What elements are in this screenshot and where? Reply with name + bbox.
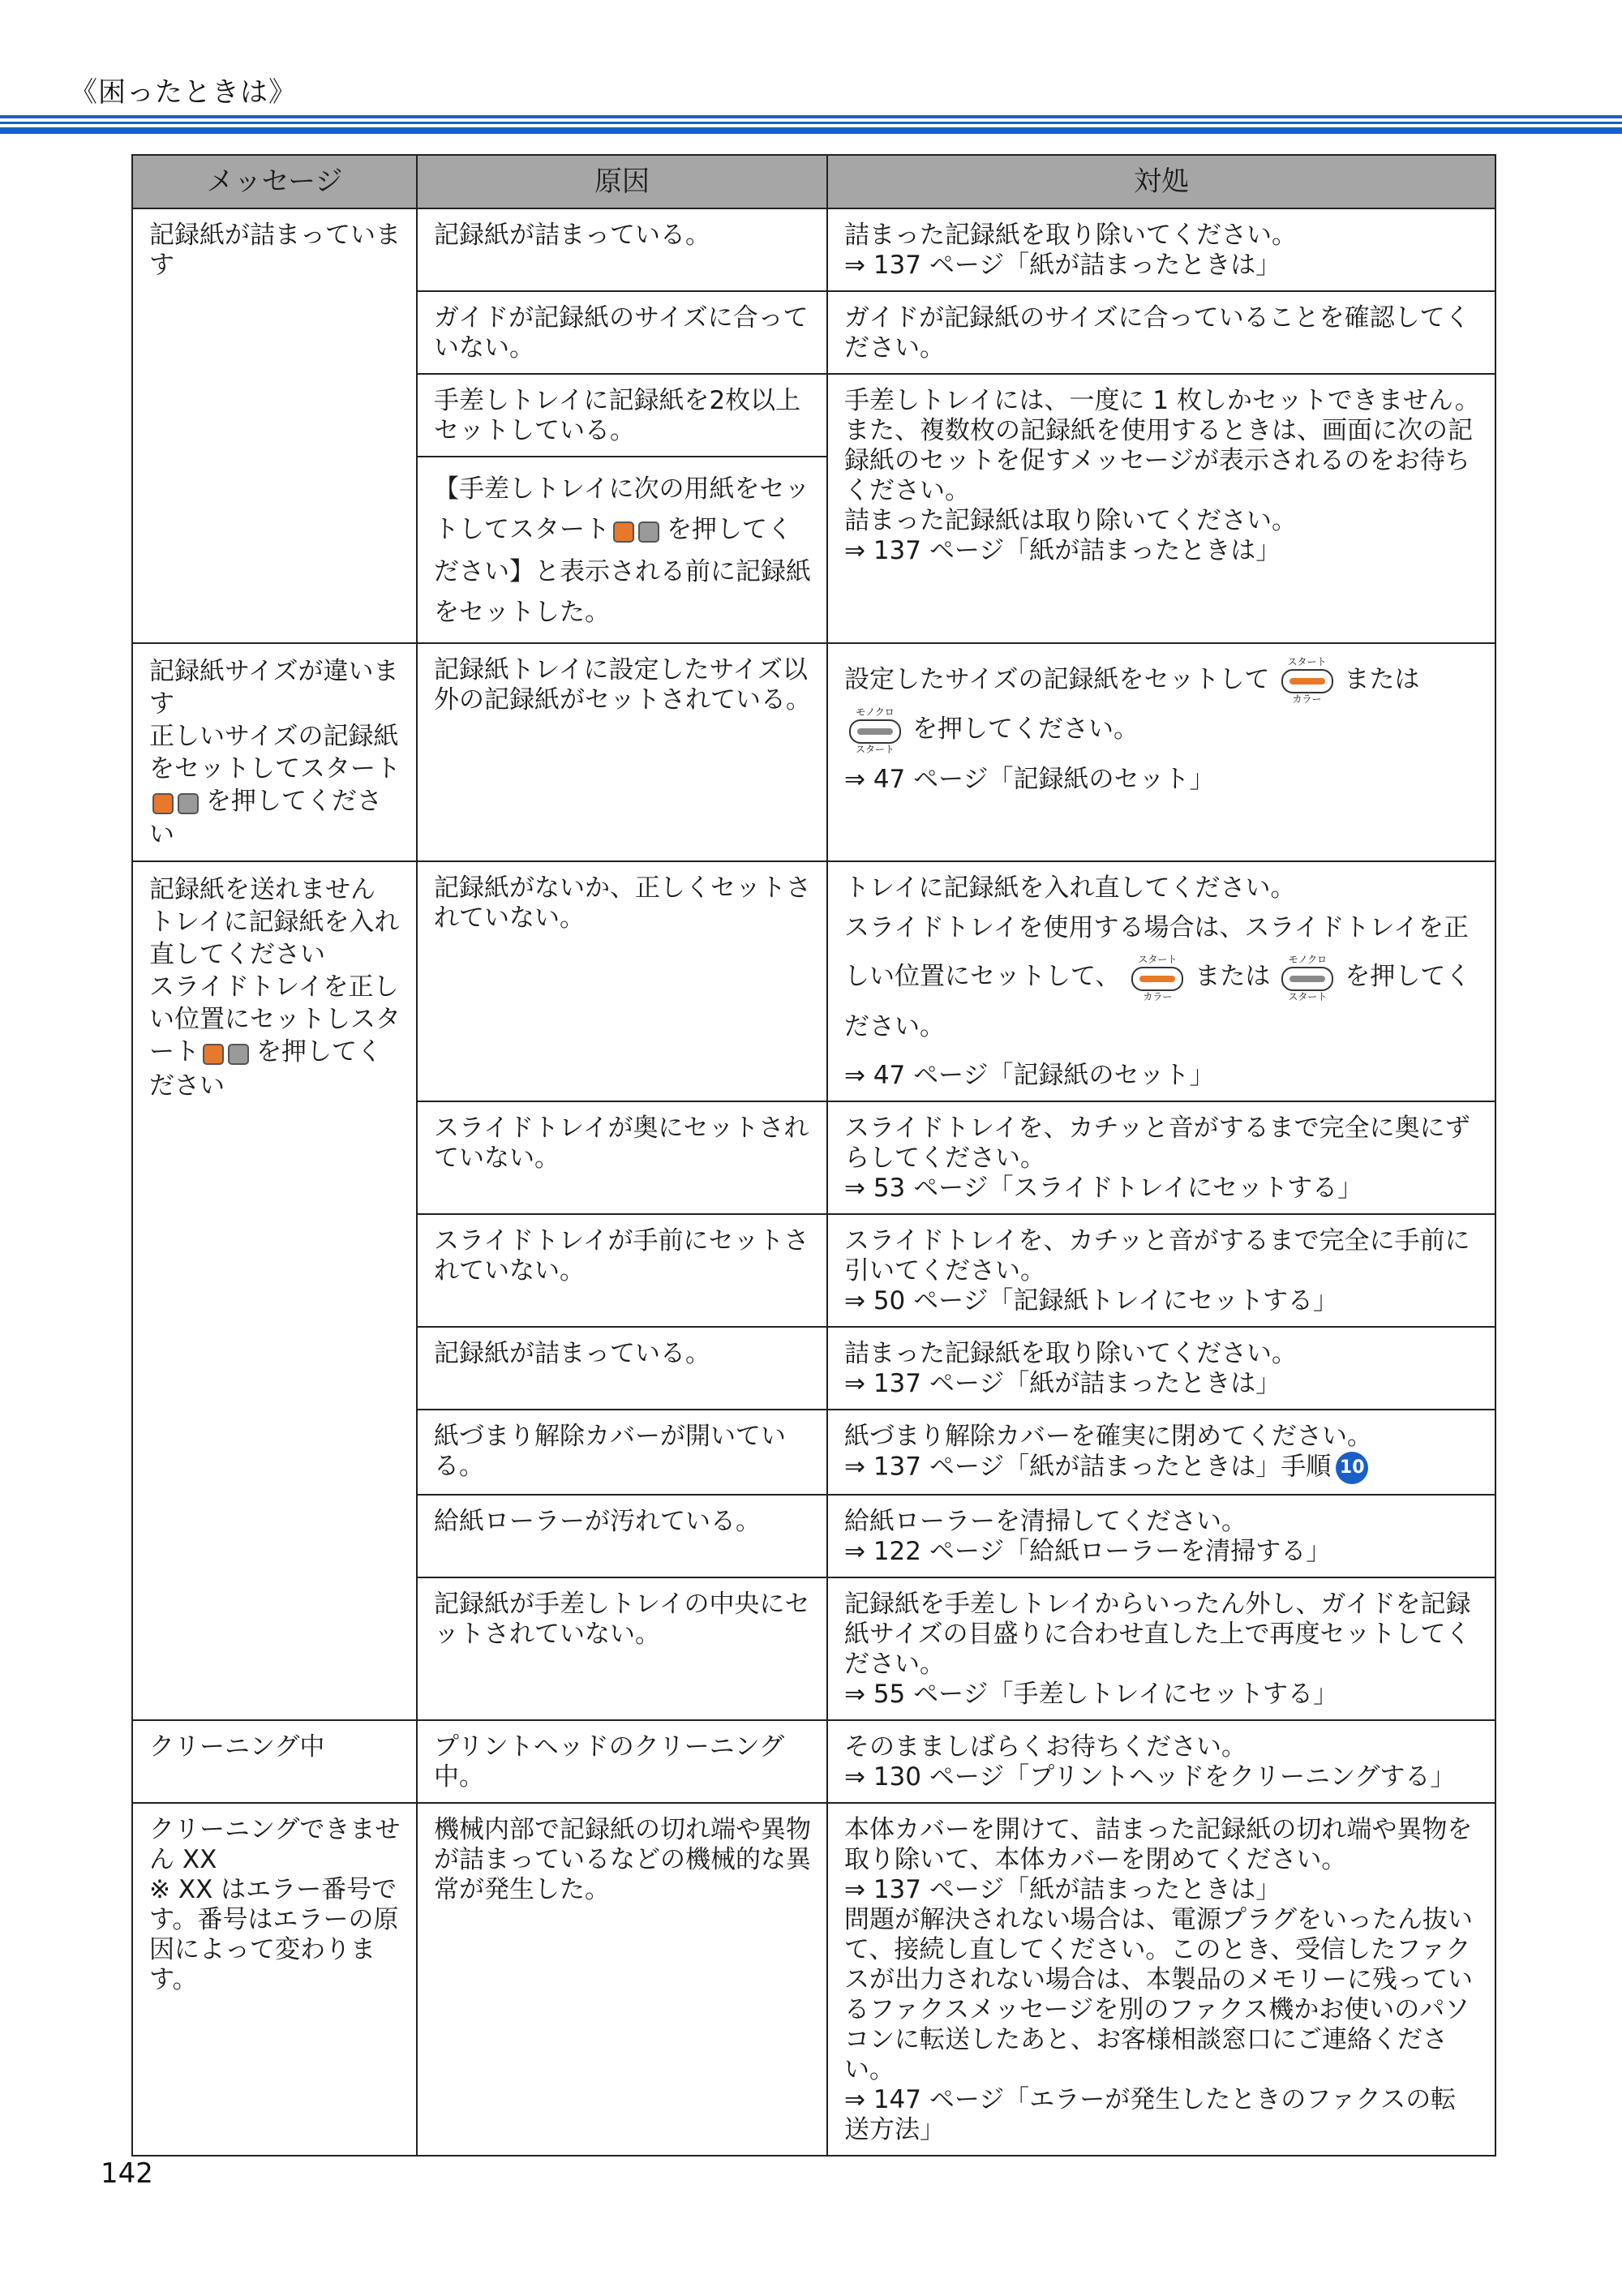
cause-cell: 【手差しトレイに次の用紙をセットしてスタート を押してください】と表示される前に記録紙をセットした。 — [417, 457, 827, 643]
orange-start-square-icon — [203, 1044, 224, 1065]
message-cell: クリーニング中 — [132, 1720, 417, 1803]
cause-cell: 記録紙が詰まっている。 — [417, 1327, 827, 1410]
page-reference: ⇒ 137 ページ「紙が詰まったときは」 — [844, 1874, 1281, 1904]
table-row — [132, 1720, 1495, 1803]
start-button-pair — [613, 511, 663, 551]
remedy-cell: 詰まった記録紙を取り除いてください。 ⇒ 137 ページ「紙が詰まったときは」 — [827, 208, 1495, 291]
message-cell: 記録紙が詰まっています — [132, 208, 417, 643]
cause-cell: スライドトレイが奥にセットされていない。 — [417, 1101, 827, 1214]
page-reference: ⇒ 137 ページ「紙が詰まったときは」手順 — [844, 1452, 1332, 1481]
cause-cell: 紙づまり解除カバーが開いている。 — [417, 1410, 827, 1495]
page-reference: ⇒ 137 ページ「紙が詰まったときは」 — [844, 251, 1281, 280]
page-reference: ⇒ 53 ページ「スライドトレイにセットする」 — [844, 1173, 1363, 1203]
step-number-badge: 10 — [1336, 1452, 1368, 1484]
remedy-cell: 設定したサイズの記録紙をセットして スタート カラー または モノクロ スタート を押してください。 ⇒ 47 ページ「記録紙のセット」 — [827, 643, 1495, 862]
cause-cell: 記録紙トレイに設定したサイズ以外の記録紙がセットされている。 — [417, 643, 827, 862]
page-reference: ⇒ 47 ページ「記録紙のセット」 — [844, 1060, 1215, 1090]
column-header-message: メッセージ — [132, 155, 417, 208]
start-button-pair — [152, 786, 203, 818]
table-row — [132, 208, 1495, 291]
page-reference: ⇒ 47 ページ「記録紙のセット」 — [844, 764, 1215, 794]
message-cell: 記録紙を送れません トレイに記録紙を入れ直してください スライドトレイを正しい位置にセットしスタート を押してください — [132, 861, 417, 1720]
page-reference: ⇒ 130 ページ「プリントヘッドをクリーニングする」 — [844, 1762, 1456, 1792]
page-reference: ⇒ 137 ページ「紙が詰まったときは」 — [844, 536, 1281, 565]
grey-start-square-icon — [228, 1044, 249, 1065]
cause-cell: 機械内部で記録紙の切れ端や異物が詰まっているなどの機械的な異常が発生した。 — [417, 1803, 827, 2156]
grey-start-square-icon — [178, 793, 199, 814]
remedy-cell: ガイドが記録紙のサイズに合っていることを確認してください。 — [827, 291, 1495, 374]
cause-cell: 記録紙がないか、正しくセットされていない。 — [417, 861, 827, 1101]
cause-cell: スライドトレイが手前にセットされていない。 — [417, 1214, 827, 1327]
message-cell: 記録紙サイズが違います 正しいサイズの記録紙をセットしてスタートを押してください — [132, 643, 417, 862]
grey-start-square-icon — [638, 521, 659, 543]
mono-start-button-icon: モノクロ スタート — [844, 706, 906, 755]
table-row — [132, 643, 1495, 862]
color-start-button-icon: スタート カラー — [1277, 656, 1338, 705]
error-message-table — [131, 154, 1496, 2157]
remedy-cell: 手差しトレイには、一度に 1 枚しかセットできません。また、複数枚の記録紙を使用するときは、画面に次の記録紙のセットを促すメッセージが表示されるのをお待ちください。 詰まった記録紙は取り除いてください。 ⇒ 137 ページ「紙が詰まったときは」 — [827, 374, 1495, 643]
page-header-title: 《困ったときは》 — [70, 76, 297, 109]
remedy-cell: 給紙ローラーを清掃してください。 ⇒ 122 ページ「給紙ローラーを清掃する」 — [827, 1495, 1495, 1577]
color-start-button-icon: スタート カラー — [1126, 954, 1188, 1002]
header-rule — [0, 122, 1622, 124]
page-reference: ⇒ 137 ページ「紙が詰まったときは」 — [844, 1368, 1281, 1398]
page-reference: ⇒ 50 ページ「記録紙トレイにセットする」 — [844, 1285, 1339, 1315]
column-header-remedy: 対処 — [827, 155, 1495, 208]
table-header-row — [132, 155, 1495, 208]
header-rule — [0, 127, 1622, 134]
remedy-cell: 紙づまり解除カバーを確実に閉めてください。 ⇒ 137 ページ「紙が詰まったときは」手順 10 — [827, 1410, 1495, 1495]
cause-cell: 手差しトレイに記録紙を2枚以上セットしている。 — [417, 374, 827, 457]
table-row — [132, 861, 1495, 1101]
page-reference: ⇒ 147 ページ「エラーが発生したときのファクスの転送方法」 — [844, 2084, 1457, 2144]
remedy-cell: 記録紙を手差しトレイからいったん外し、ガイドを記録紙サイズの目盛りに合わせ直した上で再度セットしてください。 ⇒ 55 ページ「手差しトレイにセットする」 — [827, 1577, 1495, 1720]
mono-start-button-icon: モノクロ スタート — [1277, 954, 1338, 1002]
header-rule — [0, 115, 1622, 118]
remedy-cell: 本体カバーを開けて、詰まった記録紙の切れ端や異物を取り除いて、本体カバーを閉めてください。 ⇒ 137 ページ「紙が詰まったときは」 問題が解決されない場合は、電源プラグをいったん抜いて、接続し直してください。このとき、受信したファクスが出力されない場合は、本製品のメモリーに残っているファクスメッセージを別のファクス機かお使いのパソコンに転送したあと、お客様相談窓口にご連絡ください。 ⇒ 147 ページ「エラーが発生したときのファクスの転送方法」 — [827, 1803, 1495, 2156]
remedy-cell: スライドトレイを、カチッと音がするまで完全に手前に引いてください。 ⇒ 50 ページ「記録紙トレイにセットする」 — [827, 1214, 1495, 1327]
cause-cell: プリントヘッドのクリーニング中。 — [417, 1720, 827, 1803]
page-reference: ⇒ 55 ページ「手差しトレイにセットする」 — [844, 1679, 1339, 1709]
orange-start-square-icon — [613, 521, 634, 543]
remedy-cell: 詰まった記録紙を取り除いてください。 ⇒ 137 ページ「紙が詰まったときは」 — [827, 1327, 1495, 1410]
message-cell: クリーニングできません XX ※ XX はエラー番号です。番号はエラーの原因によって変わります。 — [132, 1803, 417, 2156]
page-reference: ⇒ 122 ページ「給紙ローラーを清掃する」 — [844, 1536, 1332, 1566]
column-header-cause: 原因 — [417, 155, 827, 208]
cause-cell: ガイドが記録紙のサイズに合っていない。 — [417, 291, 827, 374]
cause-cell: 記録紙が詰まっている。 — [417, 208, 827, 291]
start-button-pair — [203, 1037, 253, 1070]
remedy-cell: そのまましばらくお待ちください。 ⇒ 130 ページ「プリントヘッドをクリーニングする」 — [827, 1720, 1495, 1803]
page-number: 142 — [101, 2157, 153, 2190]
orange-start-square-icon — [152, 793, 174, 814]
remedy-cell: スライドトレイを、カチッと音がするまで完全に奥にずらしてください。 ⇒ 53 ページ「スライドトレイにセットする」 — [827, 1101, 1495, 1214]
table-row — [132, 1803, 1495, 2156]
cause-cell: 給紙ローラーが汚れている。 — [417, 1495, 827, 1577]
remedy-cell: トレイに記録紙を入れ直してください。 スライドトレイを使用する場合は、スライドトレイを正しい位置にセットして、 スタート カラー または モノクロ スタート を押してください。 ⇒ 47 ページ「記録紙のセット」 — [827, 861, 1495, 1101]
cause-cell: 記録紙が手差しトレイの中央にセットされていない。 — [417, 1577, 827, 1720]
